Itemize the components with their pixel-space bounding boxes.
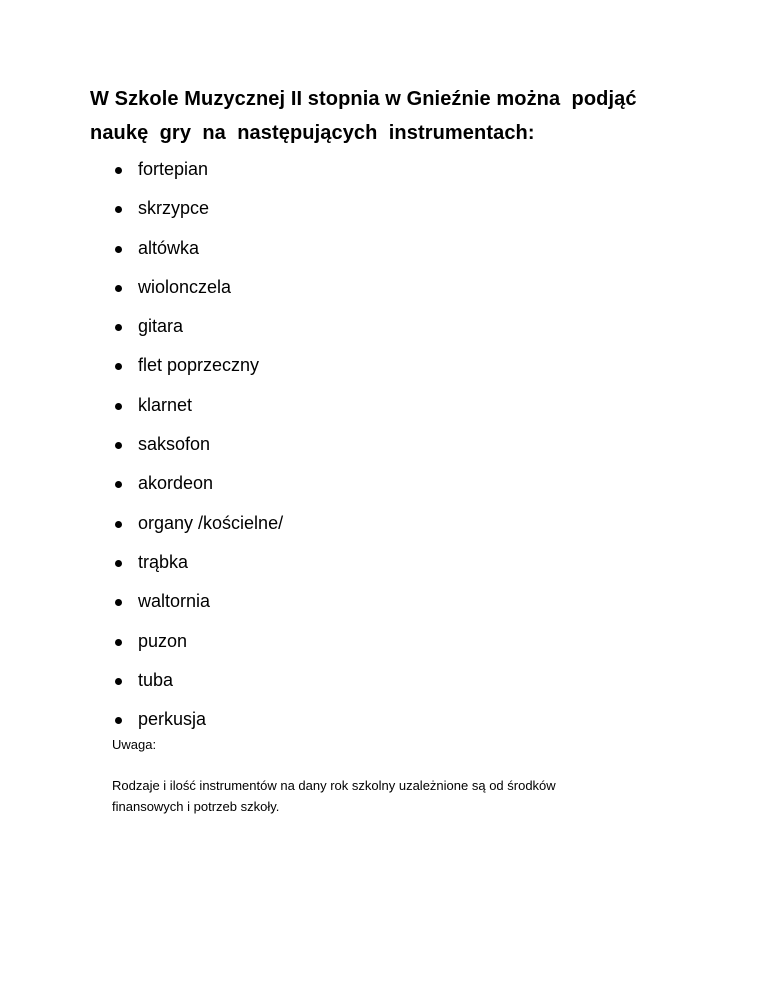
bullet-icon xyxy=(115,678,122,685)
instrument-label: gitara xyxy=(138,316,184,337)
instrument-label: skrzypce xyxy=(138,198,210,219)
bullet-icon xyxy=(115,442,122,449)
instrument-label: perkusja xyxy=(138,709,207,730)
bullet-icon xyxy=(115,324,122,331)
instrument-label: trąbka xyxy=(138,551,189,572)
instrument-label: flet poprzeczny xyxy=(138,355,260,376)
instrument-list xyxy=(112,150,283,739)
bullet-icon xyxy=(115,206,122,213)
bullet-icon xyxy=(115,521,122,528)
bullet-icon xyxy=(115,639,122,646)
list-item xyxy=(112,504,283,543)
instrument-label: klarnet xyxy=(138,394,193,415)
instrument-label: organy /kościelne/ xyxy=(138,512,284,533)
list-item xyxy=(112,582,283,621)
list-item xyxy=(112,150,283,189)
heading-line-1: W Szkole Muzycznej II stopnia w Gnieźnie można podjąć xyxy=(90,88,637,110)
list-item xyxy=(112,307,283,346)
list-item xyxy=(112,268,283,307)
note-line-2: finansowych i potrzeb szkoły. xyxy=(112,799,280,814)
note-label: Uwaga: xyxy=(112,737,157,752)
instrument-label: saksofon xyxy=(138,434,211,455)
bullet-icon xyxy=(115,481,122,488)
bullet-icon xyxy=(115,167,122,174)
instrument-label: tuba xyxy=(138,669,174,690)
list-item xyxy=(112,543,283,582)
instrument-label: akordeon xyxy=(138,473,214,494)
list-item xyxy=(112,425,283,464)
bullet-icon xyxy=(115,363,122,370)
heading-line-2: naukę gry na następujących instrumentach: xyxy=(90,122,535,144)
list-item xyxy=(112,346,283,385)
instrument-label: puzon xyxy=(138,630,188,651)
bullet-icon xyxy=(115,246,122,253)
note-text xyxy=(112,775,672,817)
list-item xyxy=(112,189,283,228)
list-item xyxy=(112,622,283,661)
bullet-icon xyxy=(115,599,122,606)
instrument-label: altówka xyxy=(138,237,200,258)
document-heading xyxy=(90,82,710,150)
note-line-1: Rodzaje i ilość instrumentów na dany rok szkolny uzależnione są od środków xyxy=(112,778,556,793)
list-item xyxy=(112,386,283,425)
list-item xyxy=(112,229,283,268)
list-item xyxy=(112,464,283,503)
list-item xyxy=(112,661,283,700)
list-item xyxy=(112,700,283,739)
bullet-icon xyxy=(115,560,122,567)
bullet-icon xyxy=(115,403,122,410)
bullet-icon xyxy=(115,717,122,724)
instrument-label: waltornia xyxy=(138,591,211,612)
instrument-label: wiolonczela xyxy=(138,276,232,297)
bullet-icon xyxy=(115,285,122,292)
instrument-label: fortepian xyxy=(138,159,209,179)
